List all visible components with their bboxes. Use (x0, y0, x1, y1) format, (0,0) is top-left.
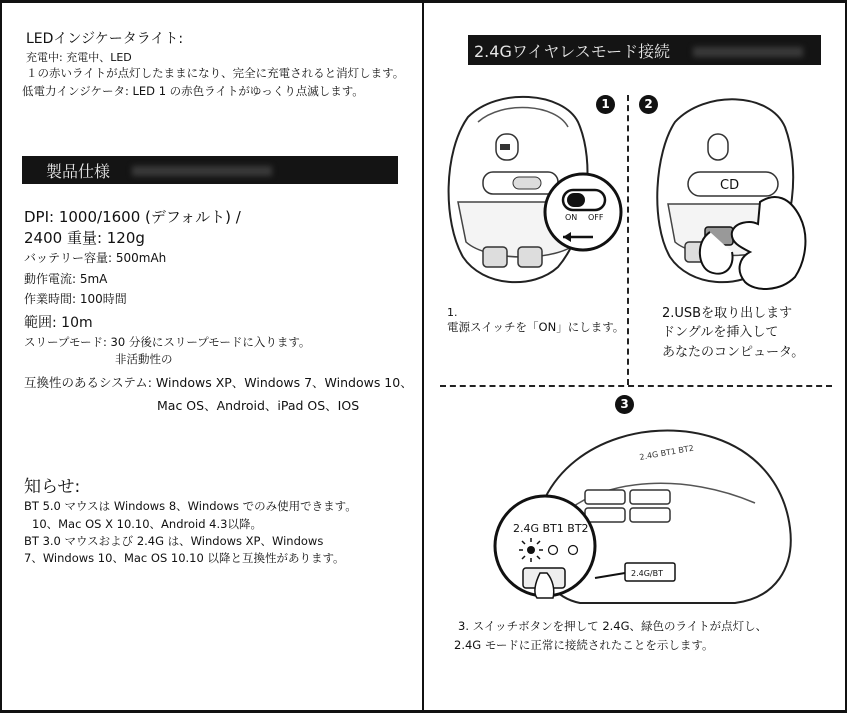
side-button-back (585, 490, 625, 504)
mouse-top-labels: 2.4G BT1 BT2 (638, 443, 695, 462)
sensor-window (708, 134, 728, 160)
compat-line-1: 互換性のあるシステム: Windows XP、Windows 7、Windows 10、 (24, 375, 413, 390)
led-bt2 (569, 546, 578, 555)
switch-on-label: ON (565, 213, 578, 222)
step-3-badge: 3 (615, 395, 634, 414)
spec-section-title: 製品仕様 (46, 162, 111, 181)
compat-line-2: Mac OS、Android、iPad OS、IOS (157, 398, 360, 413)
header-smudge (693, 47, 803, 57)
operating-current: 動作電流: 5mA (24, 272, 108, 286)
sleep-mode-line-1: スリープモード: 30 分後にスリープモードに入ります。 (24, 335, 311, 349)
mode-button-label: 2.4G/BT (631, 569, 663, 578)
spec-section-header (22, 156, 398, 184)
notice-title: 知らせ: (24, 477, 81, 497)
low-power-indicator: 低電力インジケータ: LED 1 の赤色ライトがゆっくり点滅します。 (22, 84, 364, 98)
led-2-4g-lit (527, 546, 535, 554)
step-3-line-2: 2.4G モードに正常に接続されたことを示します。 (454, 638, 714, 652)
switch-zoom-knob (567, 193, 585, 207)
step-1-text: 電源スイッチを「ON」にします。 (447, 320, 625, 334)
wireless-section-header (468, 35, 821, 65)
step-2-line-1: 2.USBを取り出します (662, 306, 793, 321)
mode-indicator-labels: 2.4G BT1 BT2 (513, 522, 589, 535)
notice-line-1: BT 5.0 マウスは Windows 8、Windows でのみ使用できます。 (24, 499, 357, 513)
column-divider (422, 0, 424, 713)
dongle-removal-illustration (650, 92, 830, 302)
dpi-line-2: 2400 重量: 120g (24, 229, 145, 247)
step-1-label: 1. (447, 306, 458, 319)
wireless-section-title: 2.4Gワイヤレスモード接続 (474, 42, 671, 61)
notice-line-2: 10、Mac OS X 10.10、Android 4.3以降。 (32, 517, 262, 531)
foot-pad-right (518, 247, 542, 267)
switch-knob-small (513, 177, 541, 189)
step-1-badge: 1 (596, 95, 615, 114)
notice-line-3: BT 3.0 マウスおよび 2.4G は、Windows XP、Windows (24, 534, 324, 548)
switch-off-label: OFF (588, 213, 604, 222)
mouse-bottom-switch-illustration (438, 92, 623, 292)
charging-line: 充電中: 充電中、LED (26, 51, 132, 64)
step-2-line-2: ドングルを挿入して (662, 325, 779, 340)
side-button-lower-back (585, 508, 625, 522)
step-2-line-3: あなたのコンピュータ。 (662, 345, 805, 360)
sleep-mode-line-2: 非活動性の (115, 352, 173, 366)
step-3-line-1: 3. スイッチボタンを押して 2.4G、緑色のライトが点灯し、 (458, 619, 768, 633)
switch-zoom-circle (545, 174, 621, 250)
header-smudge (132, 166, 272, 176)
charging-detail: １の赤いライトが点灯したままになり、完全に充電されると消灯します。 (26, 66, 405, 80)
page-left-border (0, 0, 2, 713)
led-indicator-title: LEDインジケータライト: (26, 31, 184, 47)
range: 範囲: 10m (24, 315, 93, 331)
working-time: 作業時間: 100時間 (24, 292, 127, 306)
sensor-dot (500, 144, 510, 150)
step-2-badge: 2 (639, 95, 658, 114)
mode-switch-illustration (485, 418, 830, 613)
step-divider-horizontal (440, 385, 832, 387)
foot-pad-left (483, 247, 507, 267)
dongle-label: CD (720, 178, 740, 193)
side-button-forward (630, 490, 670, 504)
notice-line-4: 7、Windows 10、Mac OS 10.10 以降と互換性があります。 (24, 551, 345, 565)
led-bt1 (549, 546, 558, 555)
battery-capacity: バッテリー容量: 500mAh (24, 251, 167, 265)
side-button-lower-forward (630, 508, 670, 522)
step-divider-vertical (627, 95, 629, 385)
dpi-line-1: DPI: 1000/1600 (デフォルト) / (24, 208, 241, 226)
